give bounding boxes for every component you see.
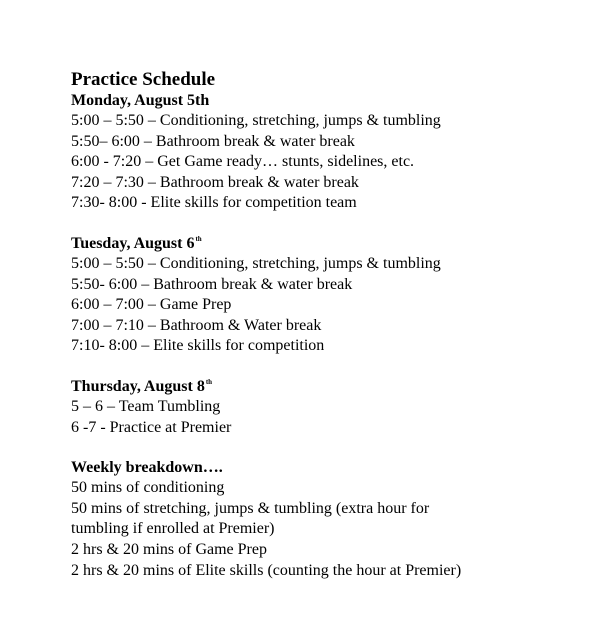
schedule-line: 6 -7 - Practice at Premier [71,418,232,436]
section-heading-text: Thursday, August 8 [71,377,205,395]
schedule-line: 5:00 – 5:50 – Conditioning, stretching, jumps & tumbling [71,254,441,272]
section-heading-text: Tuesday, August 6 [71,234,195,252]
section-heading [71,458,591,478]
schedule-line: 7:00 – 7:10 – Bathroom & Water break [71,316,322,334]
schedule-line: 5 – 6 – Team Tumbling [71,397,221,415]
section-heading [71,91,591,111]
section-heading-text: Weekly breakdown…. [71,459,223,477]
section-heading [71,234,591,254]
ordinal-suffix: th [205,377,213,386]
schedule-section-tuesday [71,234,591,357]
ordinal-suffix: th [195,234,202,243]
breakdown-line: 2 hrs & 20 mins of Game Prep [71,540,267,558]
schedule-line: 5:50- 6:00 – Bathroom break & water break [71,275,353,293]
weekly-breakdown-section [71,458,591,581]
schedule-section-monday [71,91,591,214]
page-title: Practice Schedule [71,69,216,90]
section-heading-text: Monday, August 5th [71,92,210,109]
breakdown-line: 2 hrs & 20 mins of Elite skills (counting the hour at Premier) [71,561,462,579]
document-body [71,68,591,581]
schedule-line: 7:20 – 7:30 – Bathroom break & water break [71,173,359,191]
section-heading [71,377,591,397]
schedule-line: 7:10- 8:00 – Elite skills for competition [71,337,325,355]
schedule-line: 7:30- 8:00 - Elite skills for competition team [71,194,357,212]
breakdown-line: 50 mins of stretching, jumps & tumbling (extra hour for tumbling if enrolled at Premier) [71,499,430,538]
schedule-line: 6:00 – 7:00 – Game Prep [71,296,232,314]
schedule-section-thursday [71,377,591,438]
schedule-line: 5:50– 6:00 – Bathroom break & water break [71,132,355,150]
schedule-line: 5:00 – 5:50 – Conditioning, stretching, jumps & tumbling [71,112,441,129]
schedule-line: 6:00 - 7:20 – Get Game ready… stunts, sidelines, etc. [71,153,415,171]
breakdown-line: 50 mins of conditioning [71,479,225,497]
